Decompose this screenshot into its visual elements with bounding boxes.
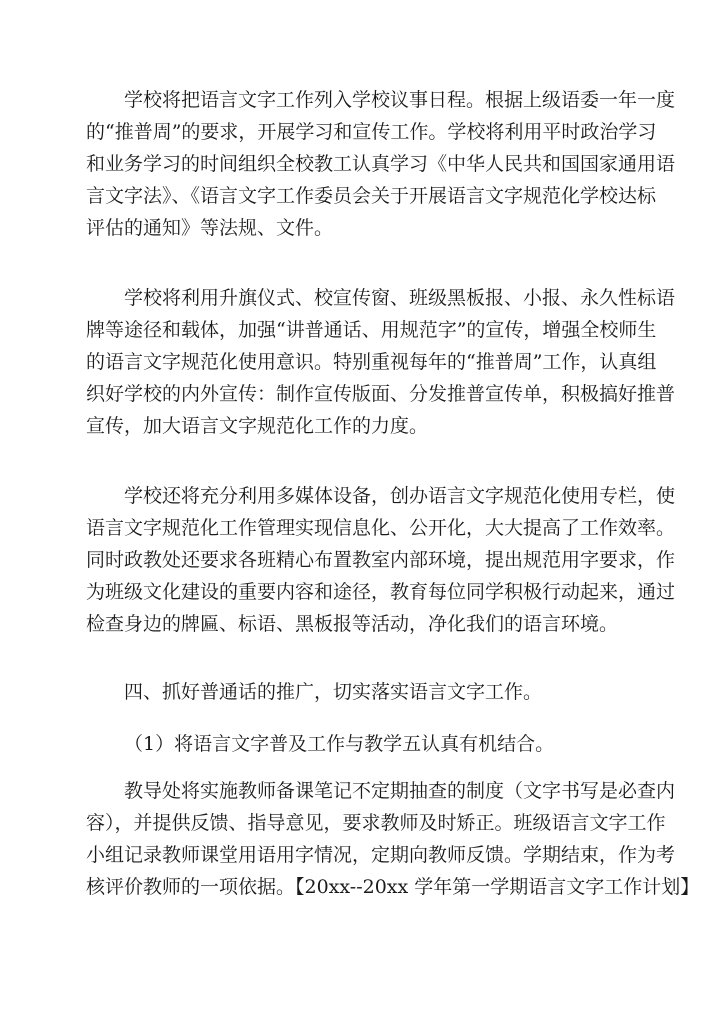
paragraph-line: 核评价教师的一项依据。【20xx--20xx 学年第一学期语言文字工作计划】 — [86, 876, 700, 898]
paragraph-line: 同时政教处还要求各班精心布置教室内部环境，提出规范用字要求，作 — [86, 549, 676, 571]
sub-heading-line: （1）将语言文字普及工作与教学五认真有机结合。 — [124, 733, 555, 755]
section-heading-line: 四、抓好普通话的推广，切实落实语言文字工作。 — [124, 681, 543, 703]
paragraph-line: 为班级文化建设的重要内容和途径，教育每位同学积极行动起来，通过 — [86, 581, 676, 603]
paragraph-line: 的“推普周”的要求，开展学习和宣传工作。学校将利用平时政治学习 — [86, 121, 657, 143]
paragraph-line: 和业务学习的时间组织全校教工认真学习《中华人民共和国国家通用语 — [86, 153, 676, 175]
paragraph-line: 言文字法》、《语言文字工作委员会关于开展语言文字规范化学校达标 — [86, 185, 657, 207]
paragraph-6 — [86, 775, 700, 903]
paragraph-line: 学校将把语言文字工作列入学校议事日程。根据上级语委一年一度 — [124, 89, 676, 111]
paragraph-line: 织好学校的内外宣传：制作宣传版面、分发推普宣传单，积极搞好推普 — [86, 383, 676, 405]
section-heading — [86, 676, 638, 708]
paragraph-line: 牌等途径和载体，加强“讲普通话、用规范字”的宣传，增强全校师生 — [86, 319, 657, 341]
paragraph-1 — [86, 84, 676, 244]
paragraph-line: 的语言文字规范化使用意识。特别重视每年的“推普周”工作，认真组 — [86, 351, 657, 373]
paragraph-line: 学校还将充分利用多媒体设备，创办语言文字规范化使用专栏，使 — [124, 485, 676, 507]
paragraph-line: 宣传，加大语言文字规范化工作的力度。 — [86, 415, 429, 437]
paragraph-line: 语言文字规范化工作管理实现信息化、公开化，大大提高了工作效率。 — [86, 517, 676, 539]
paragraph-line: 评估的通知》等法规、文件。 — [86, 217, 334, 239]
paragraph-line: 学校将利用升旗仪式、校宣传窗、班级黑板报、小报、永久性标语 — [124, 287, 676, 309]
paragraph-line: 容），并提供反馈、指导意见，要求教师及时矫正。班级语言文字工作 — [86, 812, 666, 834]
paragraph-line: 小组记录教师课堂用语用字情况，定期向教师反馈。学期结束，作为考 — [86, 844, 676, 866]
paragraph-2 — [86, 282, 676, 442]
paragraph-line: 教导处将实施教师备课笔记不定期抽查的制度（文字书写是必查内 — [124, 780, 676, 802]
sub-heading — [86, 728, 638, 760]
paragraph-line: 检查身边的牌匾、标语、黑板报等活动，净化我们的语言环境。 — [86, 613, 619, 635]
paragraph-3 — [86, 480, 676, 640]
